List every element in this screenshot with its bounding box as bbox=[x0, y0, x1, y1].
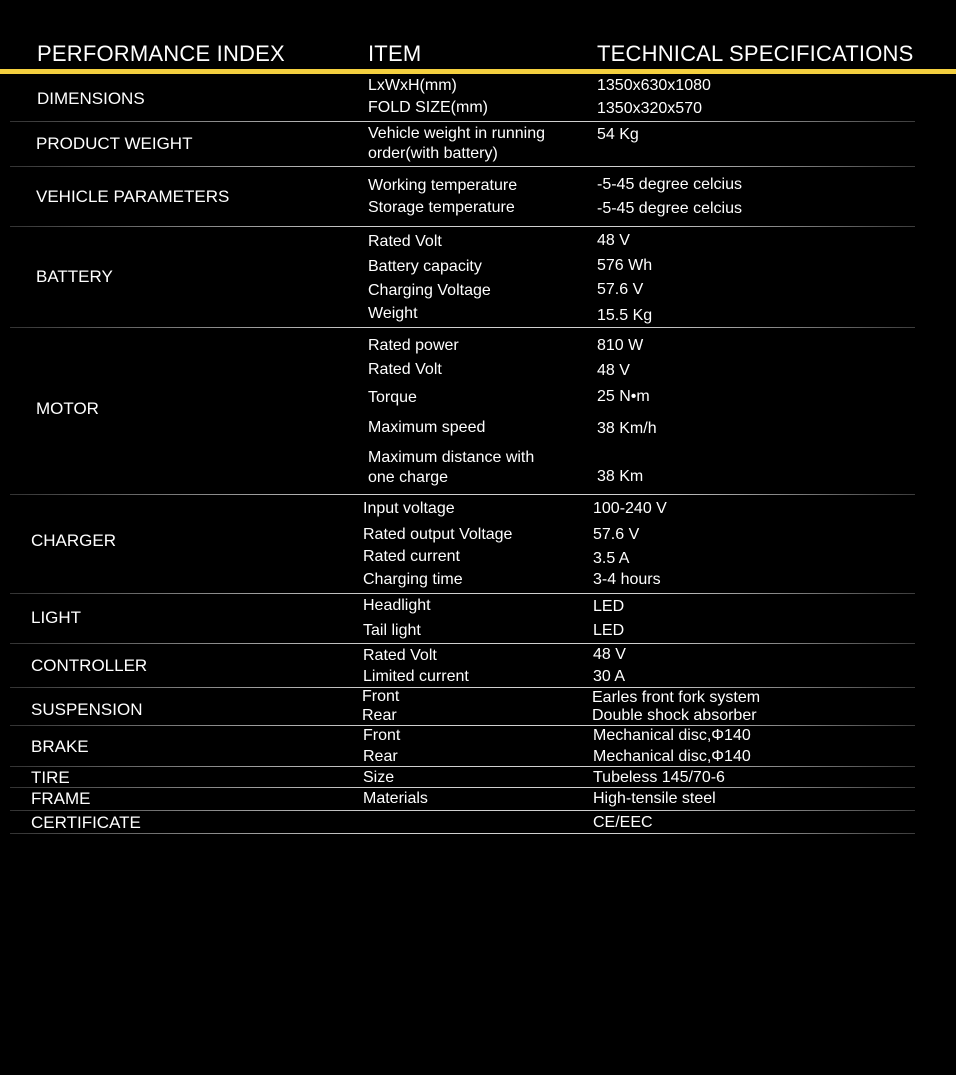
spec-charging-voltage: 57.6 V bbox=[597, 281, 644, 298]
category-frame: FRAME bbox=[31, 789, 91, 808]
separator bbox=[10, 166, 915, 167]
item-torque: Torque bbox=[368, 389, 417, 406]
item-working-temperature: Working temperature bbox=[368, 177, 518, 194]
item-charging-time: Charging time bbox=[363, 571, 463, 588]
spec-rated-output-voltage: 57.6 V bbox=[593, 526, 640, 543]
separator bbox=[10, 327, 915, 328]
separator bbox=[10, 766, 915, 767]
category-dimensions: DIMENSIONS bbox=[37, 89, 145, 108]
item-headlight: Headlight bbox=[363, 597, 431, 614]
item-maximum-speed: Maximum speed bbox=[368, 419, 486, 436]
category-certificate: CERTIFICATE bbox=[31, 813, 141, 832]
spec-charging-time: 3-4 hours bbox=[593, 571, 661, 588]
item-fold-size: FOLD SIZE(mm) bbox=[368, 99, 488, 116]
item-one-charge: one charge bbox=[368, 469, 449, 486]
spec-lxwxh: 1350x630x1080 bbox=[597, 77, 711, 94]
spec-battery-weight: 15.5 Kg bbox=[597, 307, 653, 324]
spec-headlight: LED bbox=[593, 598, 625, 615]
item-brake-rear: Rear bbox=[363, 748, 398, 765]
category-vehicle-parameters: VEHICLE PARAMETERS bbox=[36, 187, 230, 206]
item-tail-light: Tail light bbox=[363, 622, 421, 639]
category-battery: BATTERY bbox=[36, 267, 113, 286]
category-charger: CHARGER bbox=[31, 531, 117, 550]
separator bbox=[10, 787, 915, 788]
category-brake: BRAKE bbox=[31, 737, 89, 756]
category-product-weight: PRODUCT WEIGHT bbox=[36, 134, 193, 153]
item-vehicle-weight: Vehicle weight in running bbox=[368, 125, 546, 142]
item-rated-output-voltage: Rated output Voltage bbox=[363, 526, 513, 543]
spec-fold-size: 1350x320x570 bbox=[597, 100, 702, 117]
spec-suspension-front: Earles front fork system bbox=[592, 689, 761, 706]
item-lxwxh: LxWxH(mm) bbox=[368, 77, 457, 94]
spec-brake-rear: Mechanical disc,Φ140 bbox=[593, 748, 751, 765]
separator bbox=[10, 494, 915, 495]
header-accent-line bbox=[0, 69, 956, 74]
item-frame-materials: Materials bbox=[363, 790, 428, 807]
header-technical-specifications: TECHNICAL SPECIFICATIONS bbox=[597, 41, 914, 66]
item-vehicle-weight-cont: order(with battery) bbox=[368, 145, 498, 162]
item-motor-rated-volt: Rated Volt bbox=[368, 361, 442, 378]
category-motor: MOTOR bbox=[36, 399, 99, 418]
spec-tire-size: Tubeless 145/70-6 bbox=[593, 769, 725, 786]
separator bbox=[10, 687, 915, 688]
item-battery-weight: Weight bbox=[368, 305, 418, 322]
separator bbox=[10, 121, 915, 122]
spec-battery-capacity: 576 Wh bbox=[597, 257, 653, 274]
spec-brake-front: Mechanical disc,Φ140 bbox=[593, 727, 751, 744]
spec-maximum-speed: 38 Km/h bbox=[597, 420, 657, 437]
item-rated-power: Rated power bbox=[368, 337, 459, 354]
separator bbox=[10, 643, 915, 644]
header-performance-index: PERFORMANCE INDEX bbox=[37, 41, 285, 66]
spec-frame-materials: High-tensile steel bbox=[593, 790, 716, 807]
item-rated-current: Rated current bbox=[363, 548, 460, 565]
item-brake-front: Front bbox=[363, 727, 401, 744]
spec-storage-temperature: -5-45 degree celcius bbox=[597, 200, 742, 217]
separator bbox=[10, 833, 915, 834]
category-light: LIGHT bbox=[31, 608, 82, 627]
spec-battery-rated-volt: 48 V bbox=[597, 232, 630, 249]
spec-rated-current: 3.5 A bbox=[593, 550, 630, 567]
category-controller: CONTROLLER bbox=[31, 656, 148, 675]
item-charging-voltage: Charging Voltage bbox=[368, 282, 491, 299]
separator bbox=[10, 725, 915, 726]
spec-input-voltage: 100-240 V bbox=[593, 500, 667, 517]
separator bbox=[10, 593, 915, 594]
item-input-voltage: Input voltage bbox=[363, 500, 455, 517]
item-suspension-front: Front bbox=[362, 688, 400, 705]
item-tire-size: Size bbox=[363, 769, 395, 786]
spec-motor-rated-volt: 48 V bbox=[597, 362, 630, 379]
spec-limited-current: 30 A bbox=[593, 668, 626, 685]
spec-working-temperature: -5-45 degree celcius bbox=[597, 176, 742, 193]
spec-certificate: CE/EEC bbox=[593, 814, 653, 831]
item-maximum-distance: Maximum distance with bbox=[368, 449, 535, 466]
spec-torque: 25 N•m bbox=[597, 388, 650, 405]
separator bbox=[10, 810, 915, 811]
category-suspension: SUSPENSION bbox=[31, 700, 143, 719]
spec-tail-light: LED bbox=[593, 622, 625, 639]
item-limited-current: Limited current bbox=[363, 668, 469, 685]
spec-suspension-rear: Double shock absorber bbox=[592, 707, 757, 724]
item-controller-rated-volt: Rated Volt bbox=[363, 647, 437, 664]
separator bbox=[10, 226, 915, 227]
spec-rated-power: 810 W bbox=[597, 337, 644, 354]
header-item: ITEM bbox=[368, 41, 422, 66]
spec-controller-rated-volt: 48 V bbox=[593, 646, 626, 663]
spec-vehicle-weight: 54 Kg bbox=[597, 126, 639, 143]
item-battery-capacity: Battery capacity bbox=[368, 258, 482, 275]
spec-maximum-distance: 38 Km bbox=[597, 468, 644, 485]
item-suspension-rear: Rear bbox=[362, 707, 397, 724]
item-battery-rated-volt: Rated Volt bbox=[368, 233, 442, 250]
item-storage-temperature: Storage temperature bbox=[368, 199, 515, 216]
category-tire: TIRE bbox=[31, 768, 70, 787]
